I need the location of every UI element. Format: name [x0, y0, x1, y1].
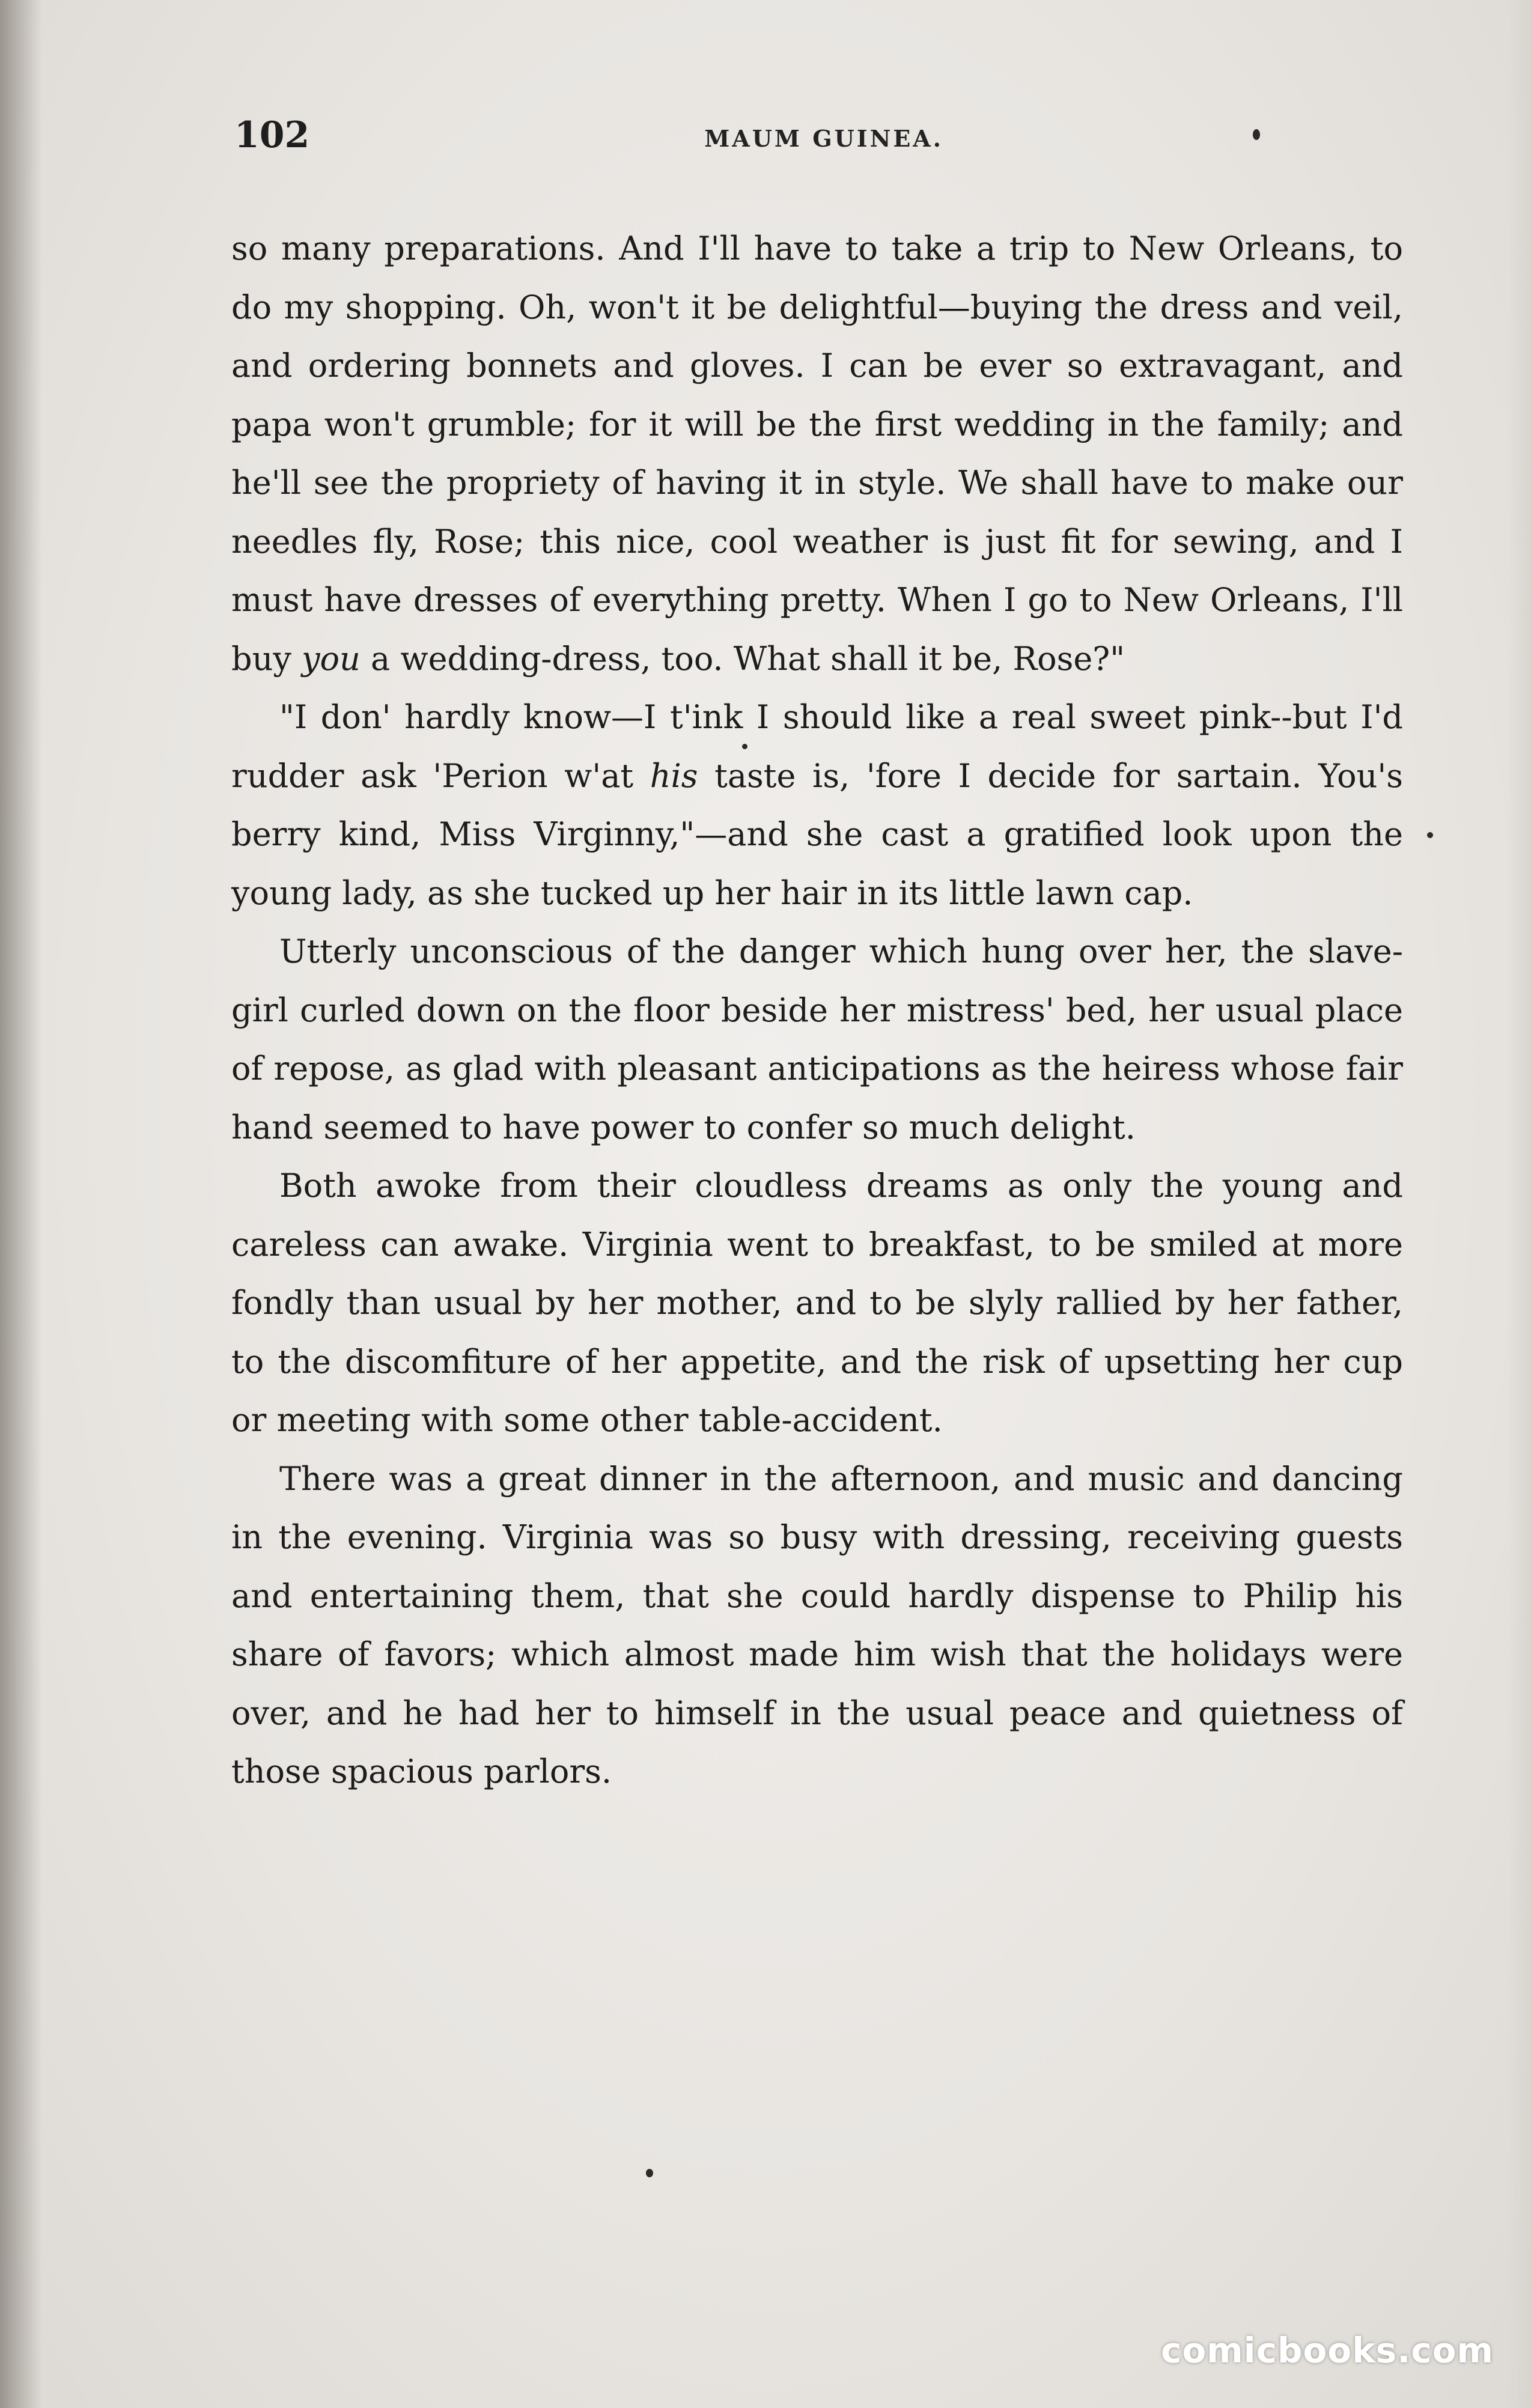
- running-title: MAUM GUINEA.: [704, 125, 943, 152]
- ink-speck: [1427, 832, 1433, 838]
- body-text: [231, 219, 1403, 1801]
- watermark: comicbooks.com: [1161, 2330, 1494, 2371]
- ink-speck: [1253, 129, 1260, 140]
- page-number: 102: [234, 114, 310, 156]
- page-edge: [1507, 0, 1531, 2408]
- paragraph-5: There was a great dinner in the afternoon, and music and dancing in the evening. Virginia was so busy with dressing, receiving guests and entertaining them, that she could hardly dispense to Philip his share of favors; which almost made him wish that the holidays were over, and he had her to himself in the usual peace and quietness of those spacious parlors.: [231, 1459, 1403, 1790]
- paragraph-2-end: taste is, 'fore I decide for sartain. You's berry kind, Miss Virginny,"—and she cast a gratified look upon the young lady, as she tucked up her hair in its little lawn cap.: [231, 756, 1403, 912]
- paragraph-2-text: "I don' hardly know—I t'ink I should like a real sweet pink--but I'd rudder ask 'Perion w'at: [231, 698, 1403, 795]
- paragraph-2: [231, 688, 1403, 922]
- emphasis-his: his: [650, 756, 698, 795]
- spine-shadow: [0, 0, 42, 2408]
- paragraph-3: Utterly unconscious of the danger which hung over her, the slave-girl curled down on the floor beside her mistress' bed, her usual place of repose, as glad with pleasant anticipations as the heiress whose fair hand seemed to have power to confer so much delight.: [231, 932, 1403, 1146]
- ink-speck: [742, 744, 747, 749]
- emphasis-you: you: [302, 639, 361, 678]
- paragraph-1-end: a wedding-dress, too. What shall it be, Rose?": [360, 639, 1125, 678]
- paragraph-4: Both awoke from their cloudless dreams as only the young and careless can awake. Virginia went to breakfast, to be smiled at more fondly than usual by her mother, and to be slyly rallied by her father, to the discomfiture of her appetite, and the risk of upsetting her cup or meeting with some other table-accident.: [231, 1167, 1403, 1439]
- paragraph-1-text: so many preparations. And I'll have to take a trip to New Orleans, to do my shopping. Oh, won't it be delightful—buying the dress and veil, and ordering bonnets and gloves. I can be ever so extravagant, and papa won't grumble; for it will be the first wedding in the family; and he'll see the propriety of having it in style. We shall have to make our needles fly, Rose; this nice, cool weather is just fit for sewing, and I must have dresses of everything pretty. When I go to New Orleans, I'll buy: [231, 230, 1403, 678]
- page-header: [234, 114, 1406, 168]
- ink-speck: [646, 2169, 653, 2177]
- paragraph-1: [231, 219, 1403, 688]
